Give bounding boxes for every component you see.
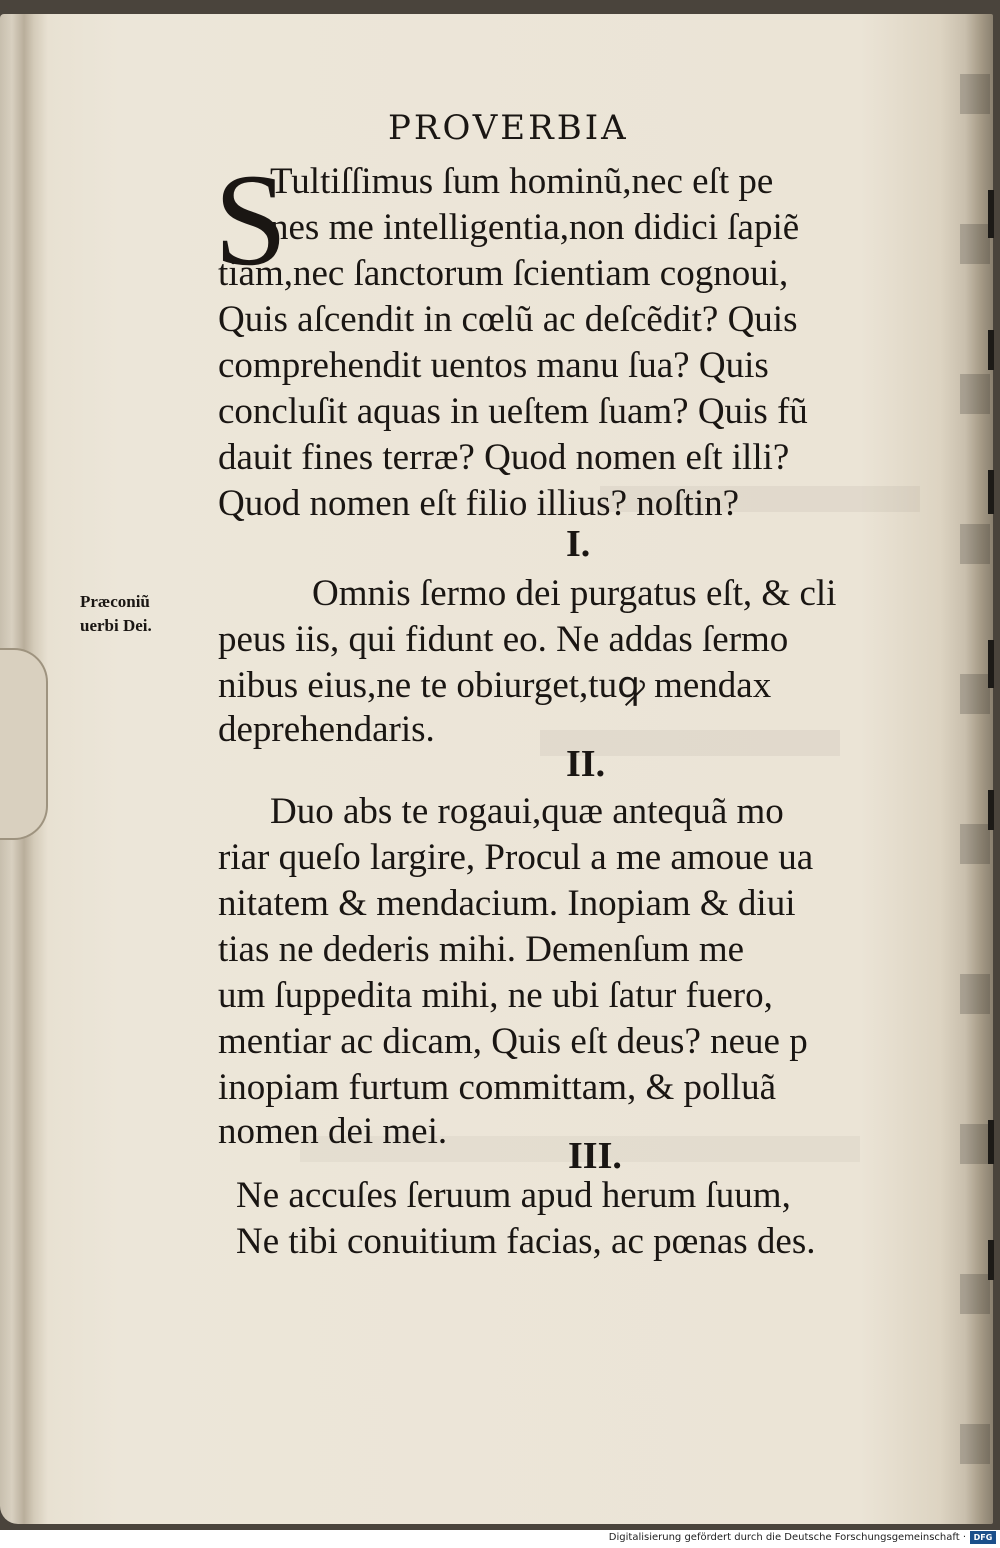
section-number: II. [566, 743, 606, 785]
page-clip-tab [0, 648, 48, 840]
text-line: nibus eius,ne te obiurget,tuꝙ mendax [218, 665, 772, 706]
drop-cap: S [214, 146, 288, 293]
page-edge-mark [988, 330, 994, 370]
text-line: Duo abs te rogaui,quæ antequã mo [270, 791, 784, 832]
page-edge-mark [988, 1240, 994, 1280]
text-line: mentiar ac dicam, Quis eſt deus? neue p [218, 1021, 808, 1062]
text-line: nes me intelligentia,non didici ſapiẽ [270, 207, 800, 248]
text-line: Omnis ſermo dei purgatus eſt, & cli [312, 573, 837, 614]
section-number: III. [568, 1135, 622, 1177]
text-line: concluſit aquas in ueſtem ſuam? Quis fũ [218, 391, 808, 432]
funding-credit: Digitalisierung gefördert durch die Deutsche Forschungsgemeinschaft · [608, 1532, 966, 1543]
text-line: nitatem & mendacium. Inopiam & diui [218, 883, 796, 924]
text-line: inopiam furtum committam, & polluã [218, 1067, 776, 1108]
page-edge-mark [988, 1120, 994, 1164]
page-header: PROVERBIA [388, 108, 629, 148]
text-line: Tultiſſimus ſum hominũ,nec eſt pe [270, 161, 774, 202]
page-edge-mark [988, 190, 994, 238]
page-edge-mark [988, 640, 994, 688]
text-line: peus iis, qui fidunt eo. Ne addas ſermo [218, 619, 789, 660]
section-number: I. [566, 523, 591, 565]
text-line: deprehendaris. [218, 709, 435, 750]
text-line: Quis aſcendit in cœlũ ac deſcẽdit? Quis [218, 299, 798, 340]
marginal-note: Præconiũ [80, 592, 150, 611]
dfg-logo: DFG [970, 1531, 996, 1544]
text-line: um ſuppedita mihi, ne ubi ſatur fuero, [218, 975, 773, 1016]
page-edge-shadow [960, 14, 990, 1524]
text-line: Quod nomen eſt filio illius? noſtin? [218, 483, 740, 524]
marginal-note: uerbi Dei. [80, 616, 152, 635]
text-line: comprehendit uentos manu ſua? Quis [218, 345, 769, 386]
text-line: Ne accuſes ſeruum apud herum ſuum, [236, 1175, 791, 1216]
text-line: riar queſo largire, Procul a me amoue ua [218, 837, 814, 878]
text-line: tiam,nec ſanctorum ſcientiam cognoui, [218, 253, 789, 294]
text-line: nomen dei mei. [218, 1111, 448, 1152]
text-line: dauit fines terræ? Quod nomen eſt illi? [218, 437, 790, 478]
page-edge-mark [988, 790, 994, 830]
text-line: Ne tibi conuitium facias, ac pœnas des. [236, 1221, 816, 1262]
text-line: tias ne dederis mihi. Demenſum me [218, 929, 745, 970]
page-edge-mark [988, 470, 994, 514]
